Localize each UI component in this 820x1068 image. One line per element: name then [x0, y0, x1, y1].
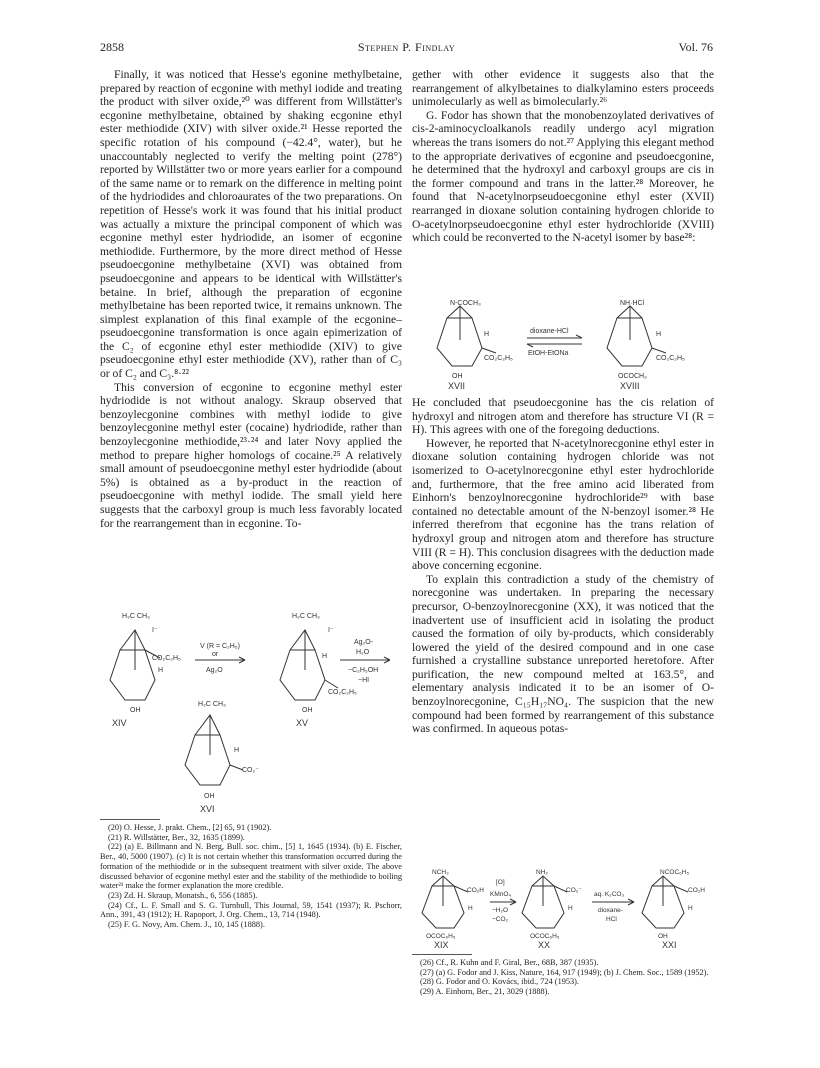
iodide-label: I⁻	[152, 627, 158, 634]
compound-label-xxi: XXI	[662, 940, 677, 950]
nme2-label: H₃C CH₃	[198, 701, 226, 708]
compound-label-xv: XV	[296, 718, 309, 728]
co2h-label: CO₂H	[688, 887, 705, 894]
compound-label-xvii: XVII	[448, 381, 466, 390]
arrow-reagent: EtOH-EtONa	[528, 350, 569, 357]
footnote: (27) (a) G. Fodor and J. Kiss, Nature, 164, 917 (1949); (b) J. Chem. Soc., 1589 (1952).	[420, 967, 709, 977]
ococh3-label: OCOCH₃	[618, 373, 647, 380]
scheme-xix-xx-xxi	[412, 868, 714, 950]
h-label: H	[158, 667, 164, 674]
arrow-reagent: H₂O	[356, 649, 370, 656]
arrow-reagent: dioxane-HCl	[530, 328, 569, 335]
paragraph: However, he reported that N-acetylnorecgonine ethyl ester in dioxane solution containing hydrogen chloride was not isomerized to O-acetylnorecgonine ethyl ester hydrochloride and, furthermore, that the free amino acid liberated from Einhorn's benzoylnorecgonine hydrochloride²⁹ with base contained no detectable amount of the N-benzoyl isomer.²⁸ He inferred therefrom that ecgonine has the trans relation of hydroxyl group and nitrogen atom and therefore has structure VIII (R = H). This conclusion disagrees with the deduction made above concerning ecgonine.	[412, 436, 714, 573]
footnote: (21) R. Willstätter, Ber., 32, 1635 (1899).	[108, 832, 245, 842]
paragraph: Finally, it was noticed that Hesse's egonine methylbetaine, prepared by reaction of ecgonine with methyl iodide and treating the product with silver oxide,²⁰ was different from Willstätter's ecgonine methylbetaine, obtained by shaking ecgonine ethyl ester methiodide (XIV) with silver oxide.²¹ Hesse reported the specific rotation of his compound (−42.4°, water), but he unaccountably neglected to verify the melting point (278°) reported by Willstätter two or more years earlier for a compound of the same name or to remark on the difference in melting point of the hydriodides and chloroaurates of the two preparations. On repetition of Hesse's work it was found that his initial product was actually a mixture the principal component of which was ecgonine methyl ester hydriodide, an isomer of ecgonine methiodide. Furthermore, by the more direct method of Hesse pseudoecgonine methylbetaine (XVI) was obtained from pseudoecgonine and appears to be identical with Willstätter's betaine. In brief, although the preparation of ecgonine methylbetaine has been reported twice, it remains unknown. The simplest explanation of this final example of the ecgonine–pseudoecgonine transformation is once again epimerization of the C₂ of ecgonine ethyl ester methiodide (XIV) to give pseudoecgonine ethyl ester methiodide (XV), rather than of C₃ or of C₂ and C₃.⁸·²²	[100, 68, 402, 381]
nme2-label: H₃C CH₃	[122, 613, 150, 620]
footnote: (25) F. G. Novy, Am. Chem. J., 10, 145 (1888).	[108, 920, 265, 930]
page-header	[100, 40, 713, 56]
arrow-reagent: or	[212, 651, 219, 658]
nhhcl-label: NH·HCl	[620, 300, 645, 307]
nme2-label: H₃C CH₃	[292, 613, 320, 620]
ester-label: CO₂C₂H₅	[328, 689, 357, 696]
arrow-reagent: [O]	[496, 879, 505, 886]
arrow-reagent: dioxane-	[598, 907, 623, 914]
arrow-reagent: −C₂H₅OH	[348, 667, 379, 674]
left-column	[100, 68, 402, 530]
footnote-rule-left	[100, 819, 160, 820]
oh-label: OH	[302, 707, 313, 714]
h-label: H	[322, 653, 328, 660]
ester-label: CO₂C₂H₅	[656, 355, 685, 362]
volume-number: Vol. 76	[678, 40, 713, 54]
oh-label: OH	[130, 707, 141, 714]
compound-label-xiv: XIV	[112, 718, 127, 728]
compound-label-xvi: XVI	[200, 804, 215, 814]
footnote: (26) Cf., R. Kuhn and F. Giral, Ber., 68B, 387 (1935).	[420, 958, 599, 967]
h-label: H	[468, 905, 473, 912]
iodide-label: I⁻	[328, 627, 334, 634]
footnote: (22) (a) E. Billmann and N. Berg, Bull. soc. chim., [5] 1, 1645 (1934). (b) E. Fischer, Ber., 40, 5000 (1907). (c) It is not certain whether this transformation occurred during the formation of the methiodide or in the subsequent treatment with silver oxide. The above discussed behavior of ecgonine methyl ester and the stability of the methiodide to boiling water²¹ make the former explanation the more credible.	[100, 842, 402, 891]
arrow-reagent: −CO₂	[492, 916, 509, 923]
right-column-middle	[412, 396, 714, 736]
ester-label: CO₂C₂H₅	[152, 655, 181, 662]
footnote: (23) Zd. H. Skraup, Monatsh., 6, 556 (1885).	[108, 890, 258, 900]
co2h-label: CO₂H	[467, 887, 484, 894]
page-number: 2858	[100, 40, 124, 54]
nch3-label: NCH₃	[432, 869, 449, 876]
ococ6h5-label: OCOC₆H₅	[530, 933, 560, 940]
co2minus-label: CO₂⁻	[566, 887, 582, 894]
scheme-xiv-xv-xvi	[100, 600, 402, 815]
arrow-reagent: HCl	[606, 916, 617, 923]
oh-label: OH	[452, 373, 463, 380]
h-label: H	[484, 331, 490, 338]
paragraph: gether with other evidence it suggests also that the rearrangement of alkylbetaines to dialkylamino esters proceeds unimolecularly as well as bimolecularly.²⁶	[412, 68, 714, 109]
paragraph: G. Fodor has shown that the monobenzoylated derivatives of cis-2-aminocycloalkanols readily undergo acyl migration whereas the trans isomers do not.²⁷ Applying this elegant method to the appropriate derivatives of ecgonine and pseudoecgonine, he determined that the hydroxyl and carboxyl groups are cis in the former compound and trans in the latter.²⁸ Moreover, he found that N-acetylnorpseudoecgonine ethyl ester (XVII) rearranged in dioxane solution containing hydrogen chloride to O-acetylnorpseudoecgonine ethyl ester hydrochloride (XVIII) which could be reconverted to the N-acetyl isomer by base²⁸:	[412, 108, 714, 245]
footnote-rule-right	[412, 954, 472, 955]
h-label: H	[688, 905, 693, 912]
ococ6h5-label: OCOC₆H₅	[426, 933, 456, 940]
compound-label-xx: XX	[538, 940, 551, 950]
arrow-reagent: −H₂O	[492, 907, 509, 914]
compound-label-xviii: XVIII	[620, 381, 640, 390]
footnote: (20) O. Hesse, J. prakt. Chem., [2] 65, 91 (1902).	[108, 823, 272, 832]
paragraph: He concluded that pseudoecgonine has the cis relation of hydroxyl and nitrogen atom and therefore has structure VI (R = H). This agrees with one of the foregoing deductions.	[412, 396, 714, 437]
oh-label: OH	[658, 933, 668, 940]
footnotes-right	[412, 958, 714, 997]
right-column-top	[412, 68, 714, 245]
arrow-reagent: aq. K₂CO₃	[594, 891, 625, 898]
footnote: (24) Cf., L. F. Small and S. G. Turnbull, This Journal, 59, 1541 (1937); R. Pschorr, Ann., 391, 43 (1912); H. Rapoport, J. Org. Chem., 13, 714 (1948).	[100, 900, 402, 920]
co2minus-label: CO₂⁻	[242, 767, 259, 774]
paragraph: This conversion of ecgonine to ecgonine methyl ester hydriodide is not without analogy. Skraup observed that benzoylecgonine combines with methyl iodide to give benzoylecgonine methyl ester (cocaine) hydriodide, rather than benzoylecgonine methiodide,²³·²⁴ and later Novy applied the method to prepare higher homologs of cocaine.²⁵ A relatively small amount of pseudoecgonine methyl ester hydriodide (about 5%) is obtained as a by-product in the reaction of pseudoecgonine with methyl iodide. The small yield here suggests that the carboxyl group is much less favorably located for the rearrangement than in ecgonine. To-	[100, 380, 402, 530]
footnotes-left	[100, 823, 402, 930]
arrow-reagent: Ag₂O-	[354, 639, 374, 646]
arrow-reagent: KMnO₄	[490, 891, 512, 898]
h-label: H	[656, 331, 662, 338]
arrow-reagent: Ag₂O	[206, 667, 223, 674]
h-label: H	[568, 905, 573, 912]
arrow-reagent: V (R = C₂H₅)	[200, 643, 240, 650]
ester-label: CO₂C₂H₅	[484, 355, 513, 362]
nacetyl-label: N-COCH₃	[450, 300, 481, 307]
arrow-reagent: −HI	[358, 677, 370, 684]
paragraph: To explain this contradiction a study of the chemistry of norecgonine was undertaken. In preparing the necessary precursor, O-benzoylnorecgonine (XX), it was noticed that the inadvertent use of insufficient acid in isolating the product caused the formation of oily by-products, which considerably lowered the yield of the desired compound and in one case furnished a crystalline substance unreported heretofore. After purification, the new compound melted at 163.5°, and elementary analysis indicated it to be an isomer of O-benzoylnorecgonine, C₁₅H₁₇NO₄. The suspicion that the new compound had been formed by rearrangement of this substance was confirmed. In aqueous potas-	[412, 572, 714, 736]
ncoc6h5-label: NCOC₆H₅	[660, 869, 690, 876]
oh-label: OH	[204, 793, 215, 800]
footnote: (29) A. Einhorn, Ber., 21, 3029 (1888).	[420, 987, 550, 997]
scheme-xvii-xviii	[412, 298, 714, 390]
compound-label-xix: XIX	[434, 940, 449, 950]
running-author: Stephen P. Findlay	[357, 40, 456, 54]
footnote: (28) G. Fodor and O. Kovács, ibid., 724 (1953).	[420, 977, 580, 987]
nh2-label: NH₂	[536, 869, 548, 876]
h-label: H	[234, 747, 240, 754]
